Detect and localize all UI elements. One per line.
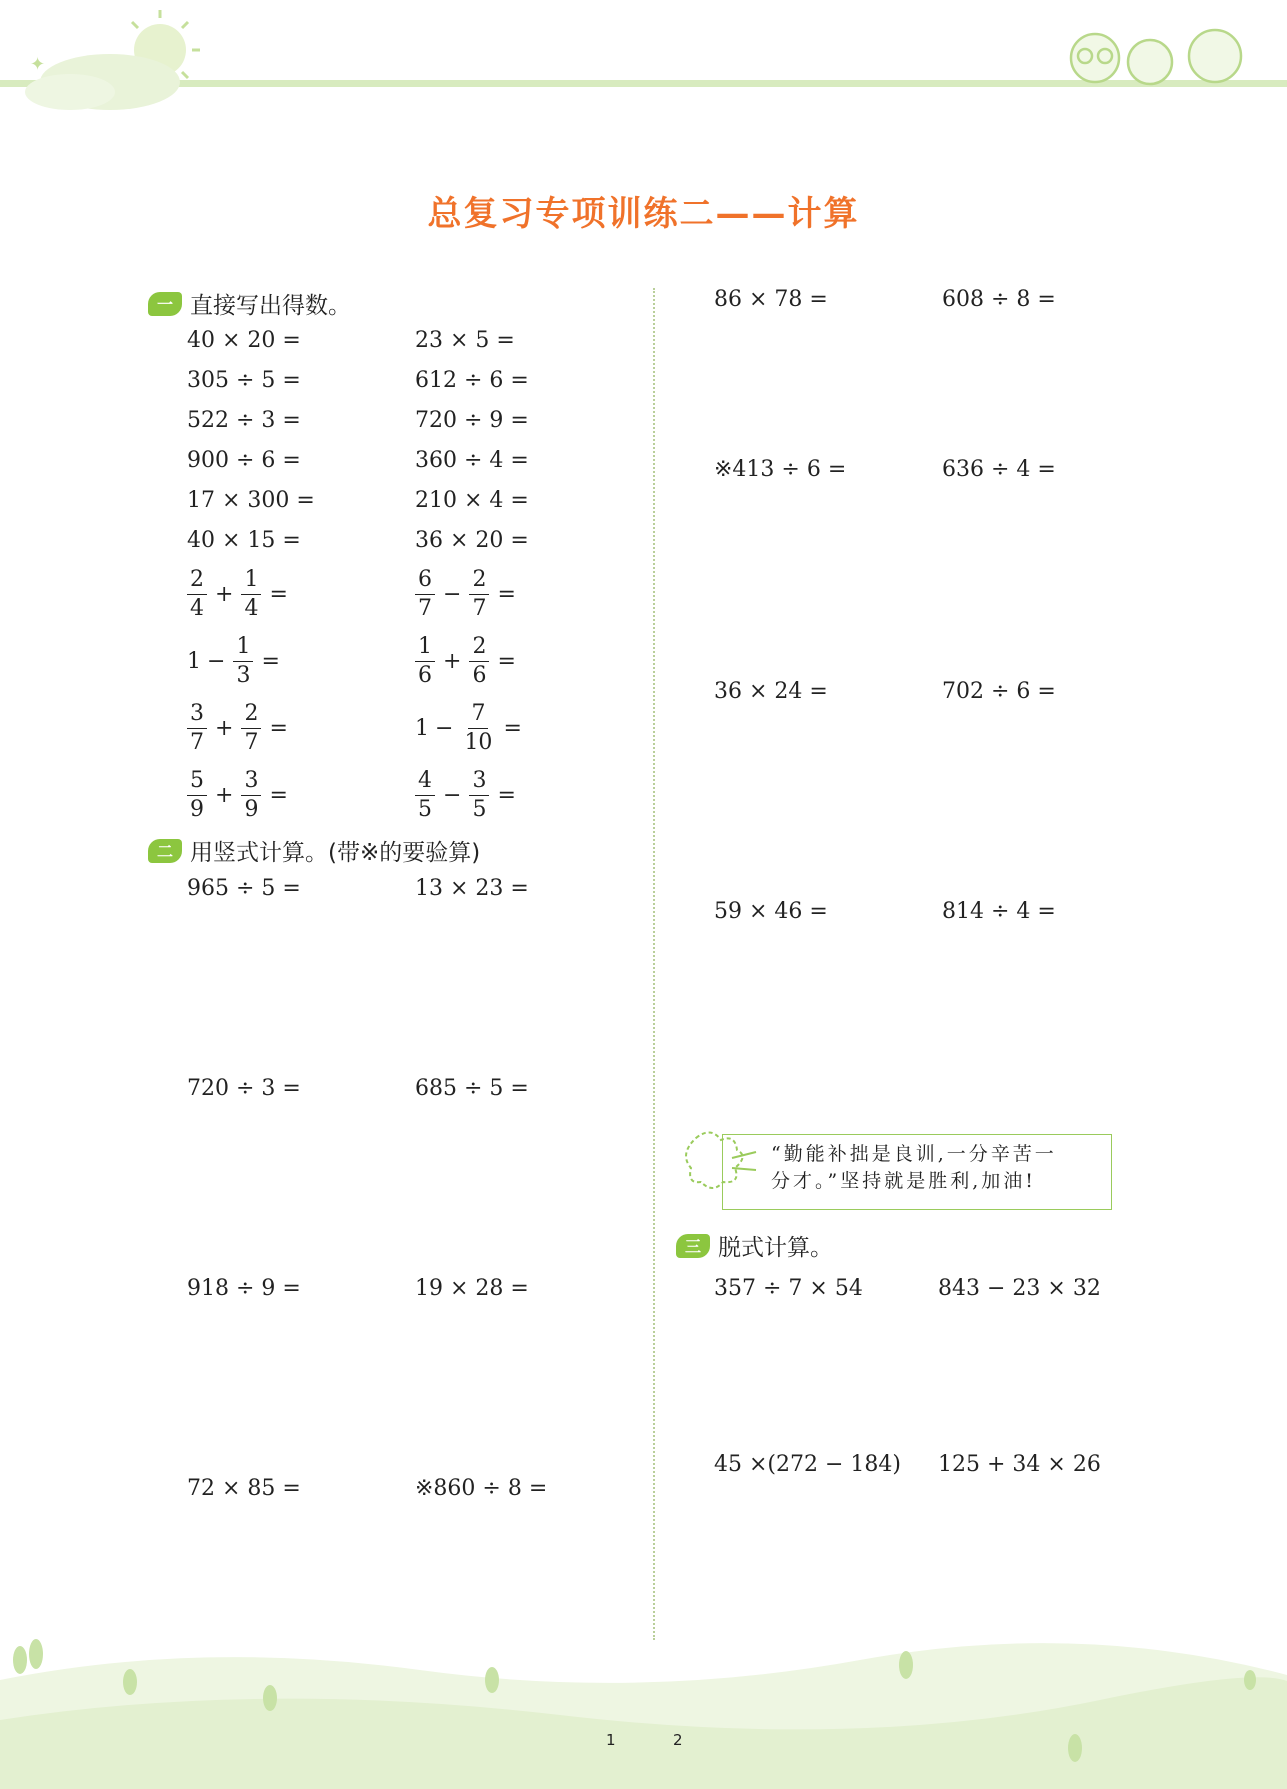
page-number-left: 1: [606, 1731, 616, 1749]
mental-item: 360 ÷ 4 =: [415, 448, 529, 473]
mental-item: 36 × 20 =: [415, 528, 529, 553]
mental-item: 612 ÷ 6 =: [415, 368, 529, 393]
vertical-item: 685 ÷ 5 =: [415, 1076, 529, 1101]
vertical-item: 36 × 24 =: [714, 679, 828, 704]
fraction-item: 6 7 − $\frac{2}{7}$ =: [413, 563, 522, 625]
vertical-item: 19 × 28 =: [415, 1276, 529, 1301]
fraction-item: 1 − $\frac{7}{10}$ =: [415, 700, 522, 755]
vertical-item: 918 ÷ 9 =: [187, 1276, 301, 1301]
fraction-item: 5 9 + $\frac{3}{9}$ =: [185, 764, 294, 826]
header-decoration: [0, 0, 1287, 120]
vertical-item: 965 ÷ 5 =: [187, 876, 301, 901]
vertical-item: 720 ÷ 3 =: [187, 1076, 301, 1101]
fraction-item: 2 4 + $\frac{1}{4}$ =: [185, 563, 294, 625]
vertical-item: 608 ÷ 8 =: [942, 287, 1056, 312]
mental-item: 720 ÷ 9 =: [415, 408, 529, 433]
vertical-item: ※413 ÷ 6 =: [714, 457, 847, 482]
fraction-item: 1 − $\frac{1}{3}$ =: [187, 633, 280, 688]
stepwise-item: 45 ×(272 − 184): [714, 1452, 901, 1477]
page-number-right: 2: [673, 1731, 683, 1749]
stepwise-item: 357 ÷ 7 × 54: [714, 1276, 863, 1301]
mental-item: 23 × 5 =: [415, 328, 515, 353]
section-2-heading: [148, 834, 480, 867]
tip-line-2: 分才。”坚持就是胜利,加油!: [771, 1170, 1036, 1192]
section-1-heading: [148, 287, 351, 320]
section-1-title: 直接写出得数。: [190, 293, 351, 319]
fraction-item: 3 7 + $\frac{2}{7}$ =: [185, 697, 294, 759]
section-1-badge: 一: [148, 292, 182, 316]
vertical-item: 636 ÷ 4 =: [942, 457, 1056, 482]
animal-heads-illustration: [1071, 30, 1241, 84]
section-2-title: 用竖式计算。(带※的要验算): [190, 840, 481, 866]
vertical-item: 702 ÷ 6 =: [942, 679, 1056, 704]
section-3-heading: [676, 1229, 833, 1262]
stepwise-item: 125 + 34 × 26: [938, 1452, 1101, 1477]
page-title: 总复习专项训练二——计算: [427, 194, 860, 234]
mental-item: 305 ÷ 5 =: [187, 368, 301, 393]
section-3-title: 脱式计算。: [718, 1235, 833, 1261]
column-divider: [653, 288, 655, 1640]
mental-item: 40 × 15 =: [187, 528, 301, 553]
section-3-badge: 三: [676, 1234, 710, 1258]
vertical-item: 814 ÷ 4 =: [942, 899, 1056, 924]
vertical-item: 86 × 78 =: [714, 287, 828, 312]
footer-hills-decoration: [0, 1620, 1287, 1789]
mental-item: 40 × 20 =: [187, 328, 301, 353]
fraction-item: 4 5 − $\frac{3}{5}$ =: [413, 764, 522, 826]
mental-item: 210 × 4 =: [415, 488, 529, 513]
svg-text:✦: ✦: [30, 54, 46, 75]
vertical-item: 13 × 23 =: [415, 876, 529, 901]
fraction-item: 1 6 + $\frac{2}{6}$ =: [413, 630, 522, 692]
tip-line-1: “勤能补拙是良训,一分辛苦一: [771, 1143, 1057, 1165]
vertical-item: 72 × 85 =: [187, 1476, 301, 1501]
vertical-item: ※860 ÷ 8 =: [415, 1476, 548, 1501]
motivational-tip: [722, 1134, 1112, 1210]
mental-item: 17 × 300 =: [187, 488, 315, 513]
stepwise-item: 843 − 23 × 32: [938, 1276, 1101, 1301]
section-2-badge: 二: [148, 839, 182, 863]
vertical-item: 59 × 46 =: [714, 899, 828, 924]
mental-item: 522 ÷ 3 =: [187, 408, 301, 433]
mental-item: 900 ÷ 6 =: [187, 448, 301, 473]
